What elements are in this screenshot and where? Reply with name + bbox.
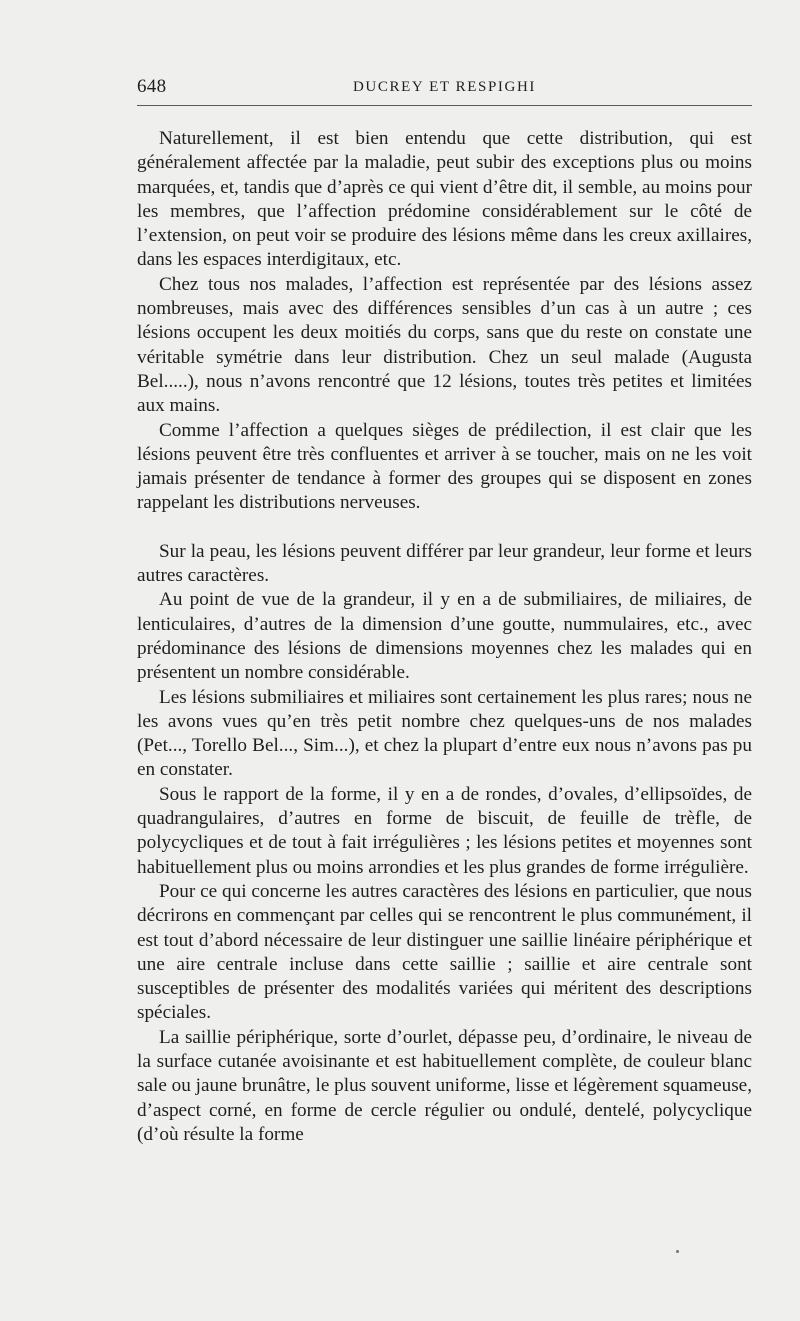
header-rule (137, 105, 752, 106)
paragraph-distribution-exceptions: Naturellement, il est bien entendu que cette distribution, qui est généralement affectée par la maladie, peut subir des exceptions plus ou moins marquées, et, tandis que d’après ce qui vient d’être dit, il semble, au moins pour les membres, que l’affection prédomine considérablement sur le côté de l’extension, on peut voir se produire des lésions même dans les creux axillaires, dans les espaces interdigitaux, etc. (137, 128, 752, 271)
paragraph-peripheral-ridge: La saillie périphérique, sorte d’ourlet, dépasse peu, d’ordinaire, le niveau de la surface cutanée avoisinante et est habituellement complète, de couleur blanc sale ou jaune brunâtre, le plus souvent uniforme, lisse et légèrement squameuse, d’aspect corné, en forme de cercle régulier ou ondulé, dentelé, polycyclique (d’où résulte la forme (137, 1026, 752, 1145)
paragraph-lesion-count: Chez tous nos malades, l’affection est représentée par des lésions assez nombreuses, mais avec des différences sensibles d’un cas à un autre ; ces lésions occupent les deux moitiés du corps, sans que du reste on constate une véritable symétrie dans leur distribution. Chez un seul malade (Augusta Bel.....), nous n’avons rencontré que 12 lésions, toutes très petites et limitées aux mains. (137, 273, 752, 417)
section-gap (137, 516, 752, 540)
running-head: DUCREY ET RESPIGHI (353, 79, 536, 95)
paragraph-shape: Sous le rapport de la forme, il y en a de rondes, d’ovales, d’ellipsoïdes, de quadrangulaires, d’autres en forme de biscuit, de feuille de trèfle, de polycycliques et de tout à fait irrégulières ; les lésions petites et moyennes sont habituellement plus ou moins arrondies et les plus grandes de forme irrégulière. (137, 783, 752, 878)
body-text (137, 127, 752, 1147)
paragraph-skin-lesions-differ: Sur la peau, les lésions peuvent différer par leur grandeur, leur forme et leurs autres caractères. (137, 540, 752, 587)
paragraph-submiliary: Les lésions submiliaires et miliaires sont certainement les plus rares; nous ne les avons vues qu’en très petit nombre chez quelques-uns de nos malades (Pet..., Torello Bel..., Sim...), et chez la plupart d’entre eux nous n’avons pas pu en constater. (137, 686, 752, 781)
paper-speck (676, 1250, 679, 1253)
page-number: 648 (137, 76, 167, 97)
paragraph-other-characters: Pour ce qui concerne les autres caractères des lésions en particulier, que nous décrirons en commençant par celles qui se rencontrent le plus communément, il est tout d’abord nécessaire de leur distinguer une saillie linéaire périphérique et une aire centrale incluse dans cette saillie ; saillie et aire centrale sont susceptibles de présenter des modalités variées qui méritent des descriptions spéciales. (137, 880, 752, 1024)
paragraph-size: Au point de vue de la grandeur, il y en a de submiliaires, de miliaires, de lenticulaires, d’autres de la dimension d’une goutte, nummulaires, etc., avec prédominance des lésions de dimensions moyennes chez les malades qui en présentent un nombre considérable. (137, 589, 752, 684)
page-header (137, 76, 752, 104)
paragraph-predilection-sites: Comme l’affection a quelques sièges de prédilection, il est clair que les lésions peuvent être très confluentes et arriver à se toucher, mais on ne les voit jamais présenter de tendance à former des groupes qui se disposent en zones rappelant les distributions nerveuses. (137, 419, 752, 514)
